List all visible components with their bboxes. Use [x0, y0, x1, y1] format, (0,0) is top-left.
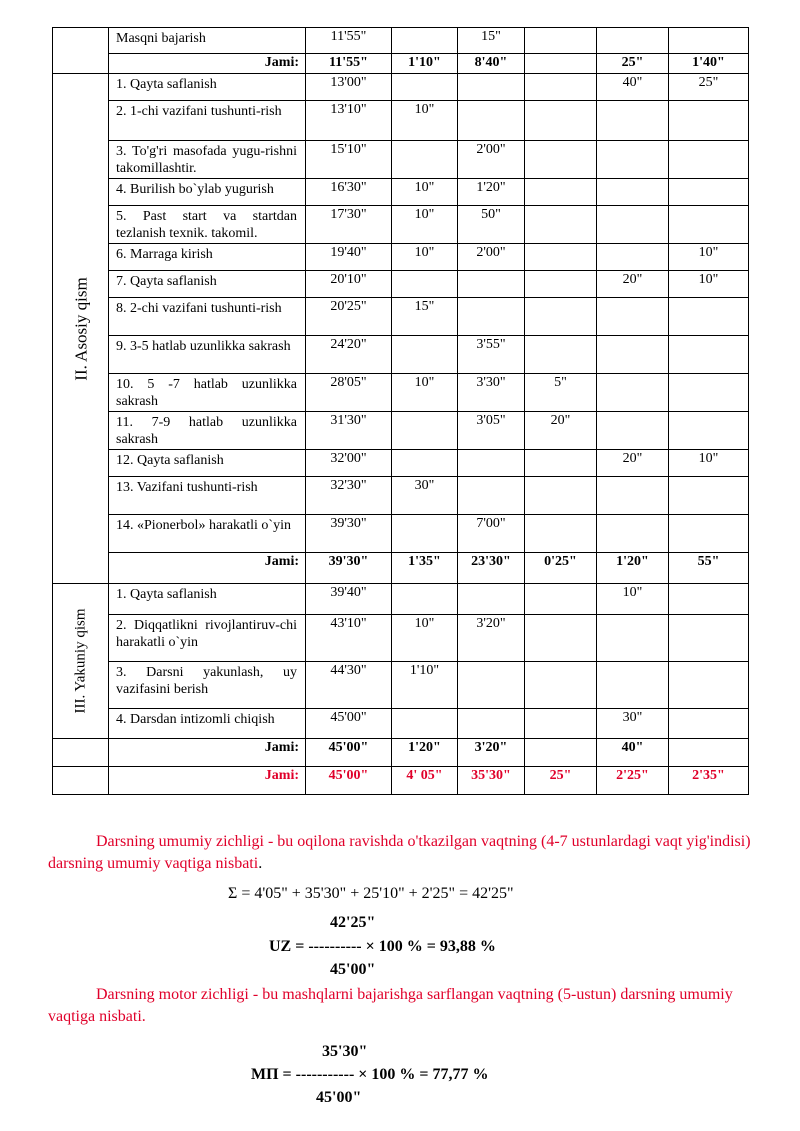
time-cell-c9 — [669, 412, 749, 450]
table-row — [53, 206, 749, 244]
time-cell-c8: 20" — [597, 271, 669, 298]
time-cell-c5 — [392, 412, 458, 450]
total-cell-t: 39'30" — [306, 553, 392, 584]
total-label: Jami: — [109, 54, 306, 74]
total-row — [53, 54, 749, 74]
exercise-name: 12. Qayta saflanish — [109, 450, 306, 477]
time-cell-c5: 10" — [392, 374, 458, 412]
time-cell-c5 — [392, 74, 458, 101]
time-cell-c9 — [669, 141, 749, 179]
time-cell-c5: 15" — [392, 298, 458, 336]
exercise-name: 13. Vazifani tushunti-rish — [109, 477, 306, 515]
total-cell-c8: 25" — [597, 54, 669, 74]
time-cell-c8 — [597, 477, 669, 515]
table-row — [53, 709, 749, 739]
exercise-name: 11. 7-9 hatlab uzunlikka sakrash — [109, 412, 306, 450]
time-cell-c5: 10" — [392, 101, 458, 141]
time-cell-c7 — [525, 206, 597, 244]
time-cell-c9: 25" — [669, 74, 749, 101]
total-row — [53, 767, 749, 795]
time-cell-c5: 10" — [392, 244, 458, 271]
time-cell-c8 — [597, 179, 669, 206]
density-definition-text: Darsning umumiy zichligi - bu oqilona ravishda o'tkazilgan vaqtning (4-7 ustunlardagi vaqt yig'indisi) darsning umumiy vaqtiga nisbati — [48, 833, 751, 872]
time-cell-c7 — [525, 477, 597, 515]
total-cell-c8: 1'20" — [597, 553, 669, 584]
mp-numerator: 35'30" — [322, 1043, 368, 1060]
total-label: Jami: — [109, 553, 306, 584]
time-cell-c7 — [525, 515, 597, 553]
exercise-name: 5. Past start va startdan tezlanish texnik. takomil. — [109, 206, 306, 244]
table-row — [53, 584, 749, 615]
total-cell-c5: 4' 05" — [392, 767, 458, 795]
time-cell-t: 24'20" — [306, 336, 392, 374]
uz-denominator: 45'00" — [330, 961, 376, 978]
time-cell-c8 — [597, 298, 669, 336]
exercise-name: 1. Qayta saflanish — [109, 74, 306, 101]
time-cell-t: 17'30" — [306, 206, 392, 244]
table-row — [53, 615, 749, 662]
total-cell-c5: 1'35" — [392, 553, 458, 584]
time-cell-t: 28'05" — [306, 374, 392, 412]
total-cell-c7: 0'25" — [525, 553, 597, 584]
time-cell-t: 15'10" — [306, 141, 392, 179]
total-cell-c9 — [669, 739, 749, 767]
time-cell-c6 — [458, 450, 525, 477]
time-cell-c7 — [525, 141, 597, 179]
exercise-name: 7. Qayta saflanish — [109, 271, 306, 298]
time-cell-c6: 15" — [458, 28, 525, 54]
uz-numerator: 42'25" — [330, 914, 376, 931]
time-cell-t: 45'00" — [306, 709, 392, 739]
time-cell-t: 31'30" — [306, 412, 392, 450]
time-cell-c6: 7'00" — [458, 515, 525, 553]
time-cell-t: 16'30" — [306, 179, 392, 206]
total-label: Jami: — [109, 739, 306, 767]
time-cell-c5: 10" — [392, 206, 458, 244]
time-cell-c6 — [458, 584, 525, 615]
uz-formula: UZ = ---------- × 100 % = 93,88 % — [269, 938, 496, 955]
time-cell-c5 — [392, 271, 458, 298]
time-cell-t: 13'10" — [306, 101, 392, 141]
time-cell-c7 — [525, 179, 597, 206]
time-cell-c6: 3'05" — [458, 412, 525, 450]
time-cell-c9: 10" — [669, 244, 749, 271]
time-cell-c5 — [392, 336, 458, 374]
section-cell-final-total — [53, 739, 109, 767]
total-cell-c7 — [525, 739, 597, 767]
time-cell-c9: 10" — [669, 450, 749, 477]
time-cell-c5 — [392, 28, 458, 54]
table-row — [53, 336, 749, 374]
time-cell-c5: 10" — [392, 615, 458, 662]
time-cell-c8: 40" — [597, 74, 669, 101]
total-cell-t: 11'55" — [306, 54, 392, 74]
time-cell-t: 32'30" — [306, 477, 392, 515]
time-cell-t: 39'40" — [306, 584, 392, 615]
time-cell-c7 — [525, 74, 597, 101]
total-row — [53, 553, 749, 584]
time-cell-c5 — [392, 515, 458, 553]
time-cell-c9 — [669, 662, 749, 709]
time-cell-c5 — [392, 584, 458, 615]
time-cell-c8 — [597, 336, 669, 374]
time-cell-c9 — [669, 179, 749, 206]
time-cell-c9: 10" — [669, 271, 749, 298]
time-cell-c8 — [597, 515, 669, 553]
time-cell-c8: 10" — [597, 584, 669, 615]
time-cell-c7 — [525, 28, 597, 54]
section-title: II. Asosiy qism — [71, 276, 90, 381]
exercise-name: 3. Darsni yakunlash, uy vazifasini berish — [109, 662, 306, 709]
time-cell-c8 — [597, 412, 669, 450]
section-title: III. Yakuniy qism — [72, 608, 88, 714]
section-cell-grand-total — [53, 767, 109, 795]
time-cell-c8 — [597, 28, 669, 54]
exercise-name: 10. 5 -7 hatlab uzunlikka sakrash — [109, 374, 306, 412]
table-row — [53, 101, 749, 141]
total-cell-c8: 2'25" — [597, 767, 669, 795]
table-row — [53, 298, 749, 336]
time-cell-c7 — [525, 244, 597, 271]
time-cell-c9 — [669, 615, 749, 662]
total-cell-c6: 23'30" — [458, 553, 525, 584]
exercise-name: 9. 3-5 hatlab uzunlikka sakrash — [109, 336, 306, 374]
time-cell-c9 — [669, 298, 749, 336]
time-cell-c7: 20" — [525, 412, 597, 450]
sum-formula: Σ = 4'05" + 35'30" + 25'10" + 2'25" = 42'25" — [228, 885, 514, 902]
time-cell-c9 — [669, 336, 749, 374]
table-row — [53, 412, 749, 450]
time-cell-c8 — [597, 141, 669, 179]
total-cell-c5: 1'20" — [392, 739, 458, 767]
time-cell-c8 — [597, 244, 669, 271]
exercise-name: 3. To'g'ri masofada yugu-rishni takomillashtir. — [109, 141, 306, 179]
total-cell-c6: 8'40" — [458, 54, 525, 74]
total-cell-c9: 55" — [669, 553, 749, 584]
time-cell-c9 — [669, 206, 749, 244]
total-cell-c7: 25" — [525, 767, 597, 795]
time-cell-c8: 30" — [597, 709, 669, 739]
total-label: Jami: — [109, 767, 306, 795]
time-cell-t: 44'30" — [306, 662, 392, 709]
lesson-timing-table — [52, 27, 749, 795]
time-cell-c5: 10" — [392, 179, 458, 206]
time-cell-c9 — [669, 101, 749, 141]
exercise-name: 4. Burilish bo`ylab yugurish — [109, 179, 306, 206]
time-cell-c8 — [597, 615, 669, 662]
time-cell-c5 — [392, 141, 458, 179]
total-cell-c6: 3'20" — [458, 739, 525, 767]
table-row — [53, 374, 749, 412]
time-cell-c6: 1'20" — [458, 179, 525, 206]
section-cell-main — [53, 74, 109, 584]
total-cell-c6: 35'30" — [458, 767, 525, 795]
total-cell-c9: 1'40" — [669, 54, 749, 74]
table-row — [53, 450, 749, 477]
time-cell-t: 20'10" — [306, 271, 392, 298]
table-row — [53, 141, 749, 179]
time-cell-t: 20'25" — [306, 298, 392, 336]
time-cell-t: 19'40" — [306, 244, 392, 271]
table-row — [53, 74, 749, 101]
total-cell-c7 — [525, 54, 597, 74]
time-cell-c8: 20" — [597, 450, 669, 477]
time-cell-c6 — [458, 298, 525, 336]
time-cell-c8 — [597, 101, 669, 141]
time-cell-c6 — [458, 74, 525, 101]
section-cell-prep — [53, 28, 109, 74]
time-cell-c6: 3'20" — [458, 615, 525, 662]
time-cell-c5 — [392, 709, 458, 739]
table-row — [53, 515, 749, 553]
total-cell-c9: 2'35" — [669, 767, 749, 795]
time-cell-c7 — [525, 615, 597, 662]
total-cell-c5: 1'10" — [392, 54, 458, 74]
time-cell-c7: 5" — [525, 374, 597, 412]
exercise-name: Masqni bajarish — [109, 28, 306, 54]
time-cell-c6 — [458, 271, 525, 298]
total-row — [53, 739, 749, 767]
exercise-name: 2. 1-chi vazifani tushunti-rish — [109, 101, 306, 141]
motor-density-text: Darsning motor zichligi - bu mashqlarni bajarishga sarflangan vaqtning (5-ustun) darsning umumiy vaqtiga nisbati. — [48, 986, 733, 1025]
total-cell-c8: 40" — [597, 739, 669, 767]
exercise-name: 4. Darsdan intizomli chiqish — [109, 709, 306, 739]
total-cell-t: 45'00" — [306, 767, 392, 795]
time-cell-c7 — [525, 271, 597, 298]
time-cell-c7 — [525, 298, 597, 336]
time-cell-c6: 3'30" — [458, 374, 525, 412]
time-cell-c9 — [669, 374, 749, 412]
time-cell-c6 — [458, 101, 525, 141]
time-cell-c8 — [597, 662, 669, 709]
table-row — [53, 271, 749, 298]
exercise-name: 2. Diqqatlikni rivojlantiruv-chi harakatli o`yin — [109, 615, 306, 662]
time-cell-c9 — [669, 584, 749, 615]
time-cell-t: 32'00" — [306, 450, 392, 477]
time-cell-c9 — [669, 28, 749, 54]
time-cell-c7 — [525, 662, 597, 709]
mp-formula: МП = ----------- × 100 % = 77,77 % — [251, 1066, 489, 1083]
exercise-name: 8. 2-chi vazifani tushunti-rish — [109, 298, 306, 336]
exercise-name: 14. «Pionerbol» harakatli o`yin — [109, 515, 306, 553]
table-row — [53, 477, 749, 515]
table-row — [53, 244, 749, 271]
table-row — [53, 28, 749, 54]
density-definition: Darsning umumiy zichligi - bu oqilona ravishda o'tkazilgan vaqtning (4-7 ustunlardagi vaqt yig'indisi) darsning umumiy vaqtiga nisbati. — [48, 833, 751, 872]
exercise-name: 6. Marraga kirish — [109, 244, 306, 271]
motor-density-definition — [48, 984, 753, 1028]
time-cell-c7 — [525, 709, 597, 739]
total-cell-t: 45'00" — [306, 739, 392, 767]
time-cell-c9 — [669, 709, 749, 739]
time-cell-c7 — [525, 584, 597, 615]
time-cell-c6 — [458, 709, 525, 739]
time-cell-c7 — [525, 450, 597, 477]
time-cell-c6 — [458, 477, 525, 515]
time-cell-c9 — [669, 477, 749, 515]
time-cell-c6: 2'00" — [458, 244, 525, 271]
time-cell-t: 43'10" — [306, 615, 392, 662]
time-cell-c5 — [392, 450, 458, 477]
time-cell-c8 — [597, 206, 669, 244]
time-cell-c7 — [525, 336, 597, 374]
section-cell-final — [53, 584, 109, 739]
table-row — [53, 662, 749, 709]
time-cell-c8 — [597, 374, 669, 412]
time-cell-c6 — [458, 662, 525, 709]
time-cell-c5: 30" — [392, 477, 458, 515]
time-cell-c5: 1'10" — [392, 662, 458, 709]
time-cell-c6: 2'00" — [458, 141, 525, 179]
time-cell-c6: 50" — [458, 206, 525, 244]
time-cell-t: 13'00" — [306, 74, 392, 101]
mp-denominator: 45'00" — [316, 1089, 362, 1106]
time-cell-c6: 3'55" — [458, 336, 525, 374]
exercise-name: 1. Qayta saflanish — [109, 584, 306, 615]
table-row — [53, 179, 749, 206]
time-cell-c7 — [525, 101, 597, 141]
time-cell-t: 39'30" — [306, 515, 392, 553]
time-cell-c9 — [669, 515, 749, 553]
time-cell-t: 11'55" — [306, 28, 392, 54]
